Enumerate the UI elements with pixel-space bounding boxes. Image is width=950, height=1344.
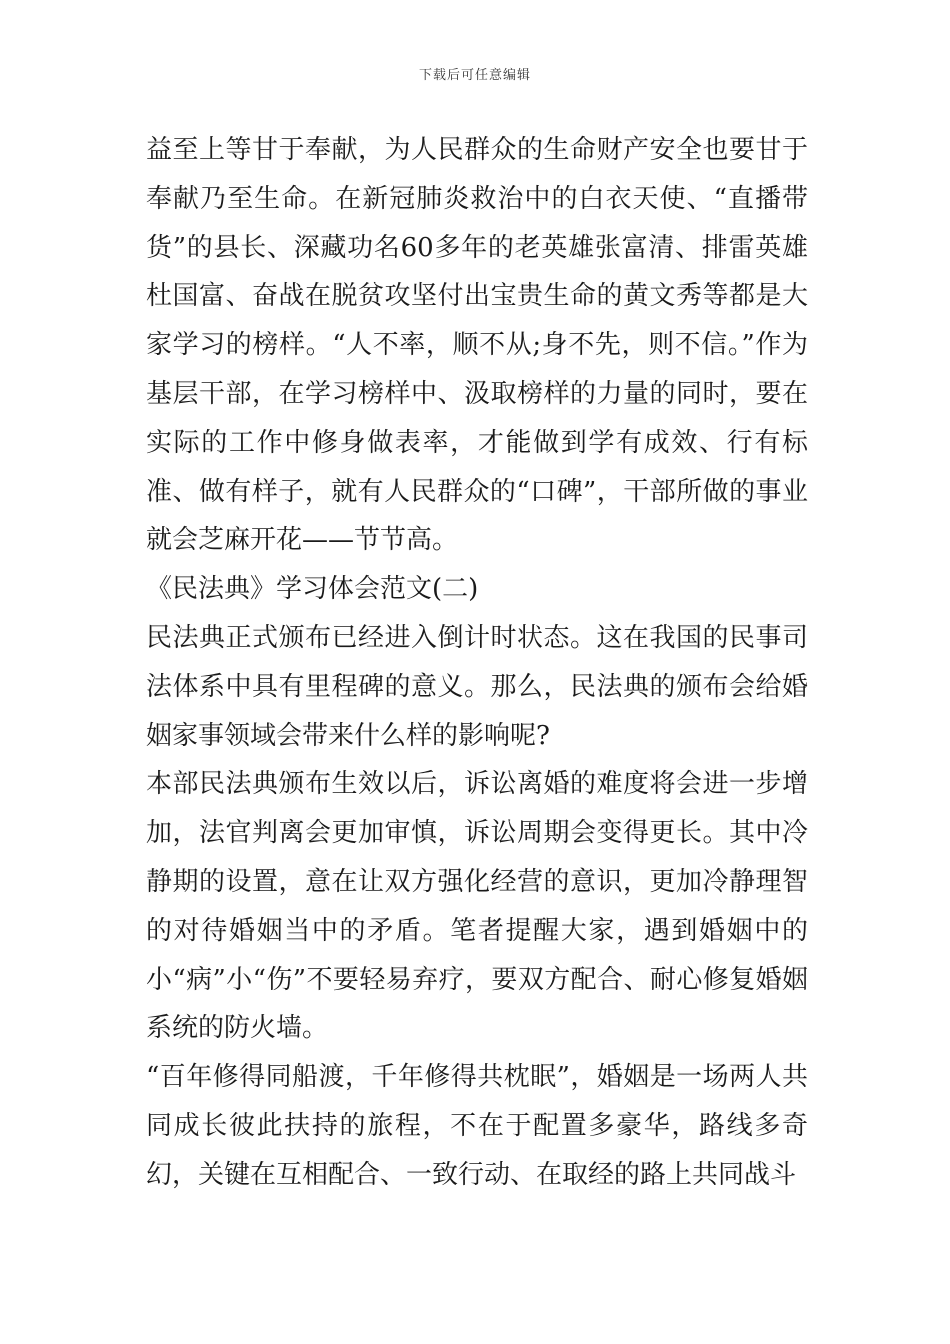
paragraph-role-models: 益至上等甘于奉献，为人民群众的生命财产安全也要甘于奉献乃至生命。在新冠肺炎救治中的白衣天使、“直播带货”的县长、深藏功名60多年的老英雄张富清、排雷英雄杜国富、奋战在脱贫攻坚付出宝贵生命的黄文秀等都是大家学习的榜样。“人不率，顺不从;身不先，则不信。”作为基层干部，在学习榜样中、汲取榜样的力量的同时，要在实际的工作中修身做表率，才能做到学有成效、行有标准、做有样子，就有人民群众的“口碑”，干部所做的事业就会芝麻开花——节节高。 [146, 135, 808, 556]
section-title: 《民法典》学习体会范文(二) [146, 574, 479, 605]
document-body [146, 126, 808, 1200]
page-header: 下载后可任意编辑 [418, 68, 531, 83]
paragraph-marriage-journey: “百年修得同船渡，千年修得共枕眠”，婚姻是一场两人共同成长彼此扶持的旅程，不在于配置多豪华，路线多奇幻，关键在互相配合、一致行动、在取经的路上共同战斗 [146, 1062, 808, 1190]
paragraph-civil-code-intro: 民法典正式颁布已经进入倒计时状态。这在我国的民事司法体系中具有里程碑的意义。那么，民法典的颁布会给婚姻家事领域会带来什么样的影响呢? [146, 622, 808, 751]
paragraph-divorce-impact: 本部民法典颁布生效以后，诉讼离婚的难度将会进一步增加，法官判离会更加审慎，诉讼周期会变得更长。其中冷静期的设置，意在让双方强化经营的意识，更加冷静理智的对待婚姻当中的矛盾。笔者提醒大家，遇到婚姻中的小“病”小“伤”不要轻易弃疗，要双方配合、耐心修复婚姻系统的防火墙。 [146, 769, 808, 1044]
